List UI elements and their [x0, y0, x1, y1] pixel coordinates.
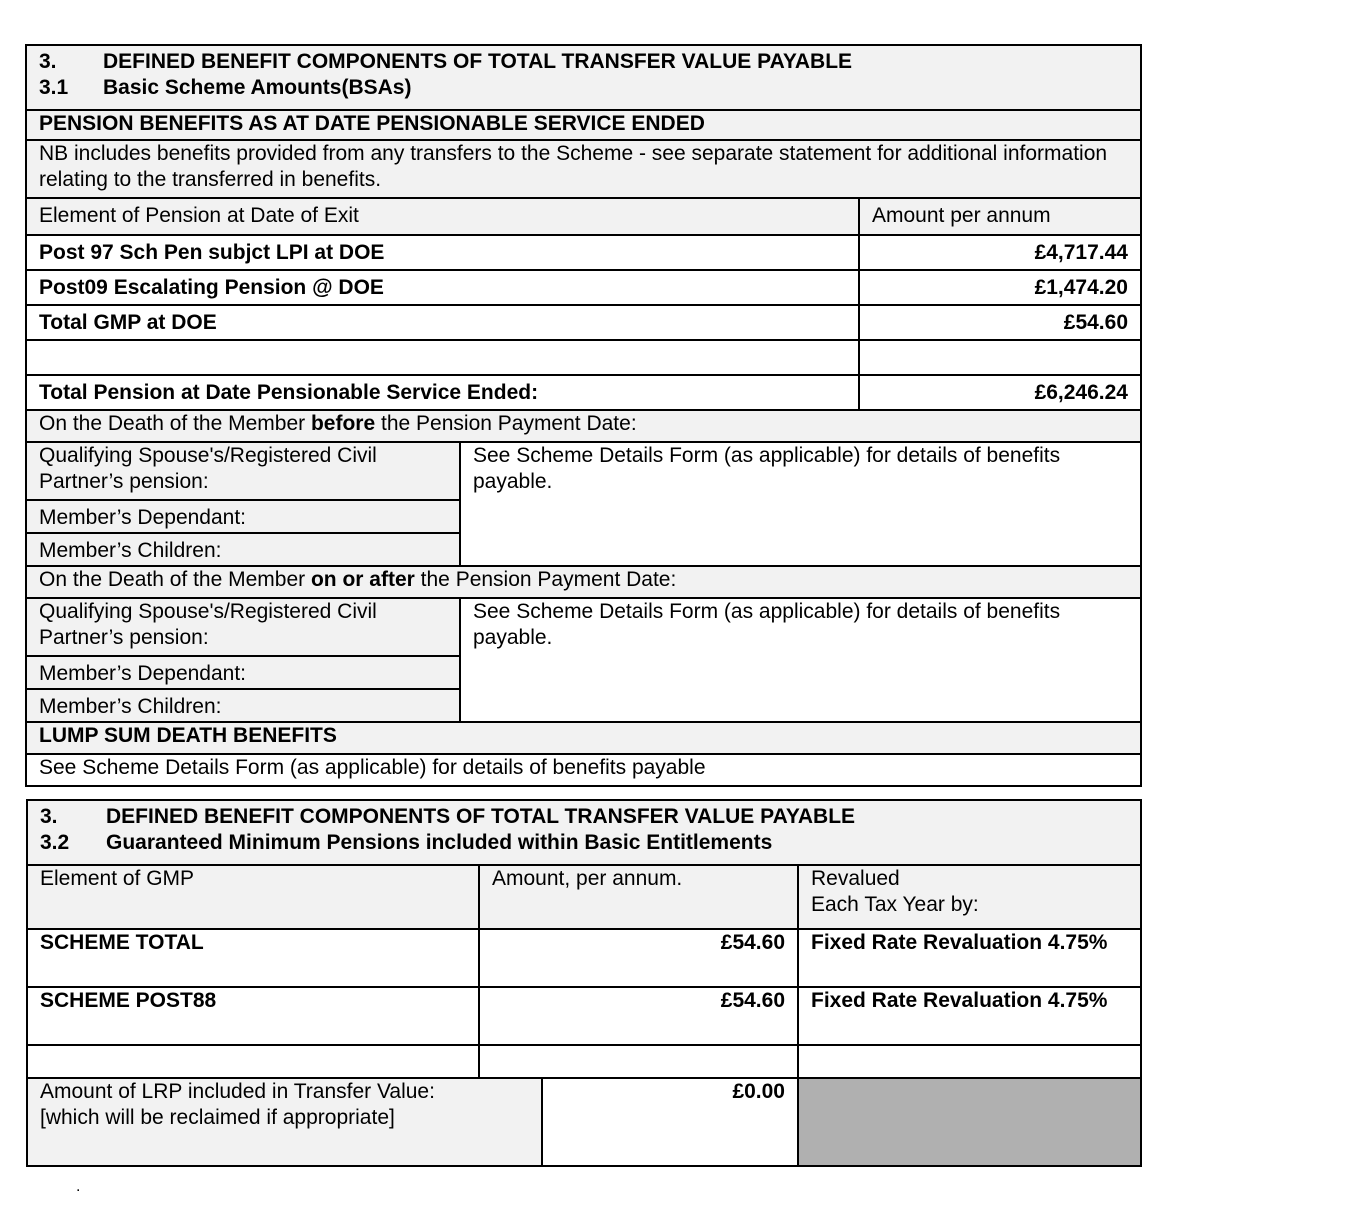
column-header-amount: Amount per annum: [859, 198, 1141, 235]
gmp-table: [26, 799, 1142, 1167]
spouse-pension-label: Qualifying Spouse's/Registered Civil Partner’s pension:: [26, 598, 460, 656]
subsection-title: Basic Scheme Amounts(BSAs): [103, 76, 412, 99]
see-scheme-details: See Scheme Details Form (as applicable) for details of benefits payable.: [460, 442, 1141, 566]
death-after-row: [26, 566, 1141, 598]
lrp-amount: £0.00: [542, 1078, 798, 1166]
lrp-label: Amount of LRP included in Transfer Value: [which will be reclaimed if appropriate]: [27, 1078, 542, 1166]
empty-row: [26, 340, 1141, 375]
lump-sum-text-row: [26, 754, 1141, 786]
section-heading-row: [27, 800, 1141, 865]
nb-note-row: [26, 140, 1141, 198]
gmp-element-label: SCHEME POST88: [27, 987, 479, 1045]
pension-element-amount: £4,717.44: [859, 235, 1141, 270]
gmp-revaluation: Fixed Rate Revaluation 4.75%: [798, 987, 1141, 1045]
pension-benefits-title: PENSION BENEFITS AS AT DATE PENSIONABLE SERVICE ENDED: [26, 110, 1141, 140]
death-after-spouse-row: [26, 598, 1141, 656]
pension-element-label: Total GMP at DOE: [26, 305, 859, 340]
lump-sum-text: See Scheme Details Form (as applicable) for details of benefits payable: [26, 754, 1141, 786]
section-title: DEFINED BENEFIT COMPONENTS OF TOTAL TRANSFER VALUE PAYABLE: [103, 50, 853, 73]
section-number: 3.: [39, 50, 57, 73]
pension-benefits-title-row: [26, 110, 1141, 140]
gmp-amount: £54.60: [479, 929, 798, 987]
table-row: [26, 305, 1141, 340]
basic-scheme-amounts-table: [25, 44, 1142, 787]
lump-sum-title-row: [26, 722, 1141, 754]
subsection-title: Guaranteed Minimum Pensions included within Basic Entitlements: [106, 831, 773, 854]
pension-element-label: Post 97 Sch Pen subjct LPI at DOE: [26, 235, 859, 270]
gmp-revaluation: Fixed Rate Revaluation 4.75%: [798, 929, 1141, 987]
column-header-revalued: Revalued Each Tax Year by:: [798, 865, 1141, 929]
total-pension-label: Total Pension at Date Pensionable Service Ended:: [26, 375, 859, 410]
table-row: [27, 929, 1141, 987]
table-row: [26, 270, 1141, 305]
death-before-row: [26, 410, 1141, 442]
column-header-element: Element of Pension at Date of Exit: [26, 198, 859, 235]
gmp-element-label: SCHEME TOTAL: [27, 929, 479, 987]
death-after-heading: On the Death of the Member on or after the Pension Payment Date:: [26, 566, 1141, 598]
children-label: Member’s Children:: [26, 533, 460, 566]
dependant-label: Member’s Dependant:: [26, 500, 460, 533]
gmp-amount: £54.60: [479, 987, 798, 1045]
subsection-number: 3.1: [39, 76, 69, 99]
footer-mark: .: [76, 1178, 81, 1195]
table-row: [27, 987, 1141, 1045]
lrp-row: [27, 1078, 1141, 1166]
death-before-heading: On the Death of the Member before the Pension Payment Date:: [26, 410, 1141, 442]
subsection-number: 3.2: [40, 831, 70, 854]
section-number: 3.: [40, 805, 58, 828]
pension-element-amount: £1,474.20: [859, 270, 1141, 305]
dependant-label: Member’s Dependant:: [26, 656, 460, 689]
spouse-pension-label: Qualifying Spouse's/Registered Civil Partner’s pension:: [26, 442, 460, 500]
gmp-column-headers: [27, 865, 1141, 929]
section-title: DEFINED BENEFIT COMPONENTS OF TOTAL TRANSFER VALUE PAYABLE: [106, 805, 856, 828]
lump-sum-title: LUMP SUM DEATH BENEFITS: [26, 722, 1141, 754]
empty-row: [27, 1045, 1141, 1078]
shaded-cell: [798, 1078, 1141, 1166]
column-header-amount: Amount, per annum.: [479, 865, 798, 929]
pension-element-label: Post09 Escalating Pension @ DOE: [26, 270, 859, 305]
death-before-spouse-row: [26, 442, 1141, 500]
children-label: Member’s Children:: [26, 689, 460, 722]
nb-note: NB includes benefits provided from any transfers to the Scheme - see separate statement for additional information relating to the transferred in benefits.: [26, 140, 1141, 198]
total-pension-row: [26, 375, 1141, 410]
pension-column-headers: [26, 198, 1141, 235]
total-pension-amount: £6,246.24: [859, 375, 1141, 410]
section-heading-row: [26, 45, 1141, 110]
table-row: [26, 235, 1141, 270]
column-header-element: Element of GMP: [27, 865, 479, 929]
pension-element-amount: £54.60: [859, 305, 1141, 340]
see-scheme-details: See Scheme Details Form (as applicable) for details of benefits payable.: [460, 598, 1141, 722]
